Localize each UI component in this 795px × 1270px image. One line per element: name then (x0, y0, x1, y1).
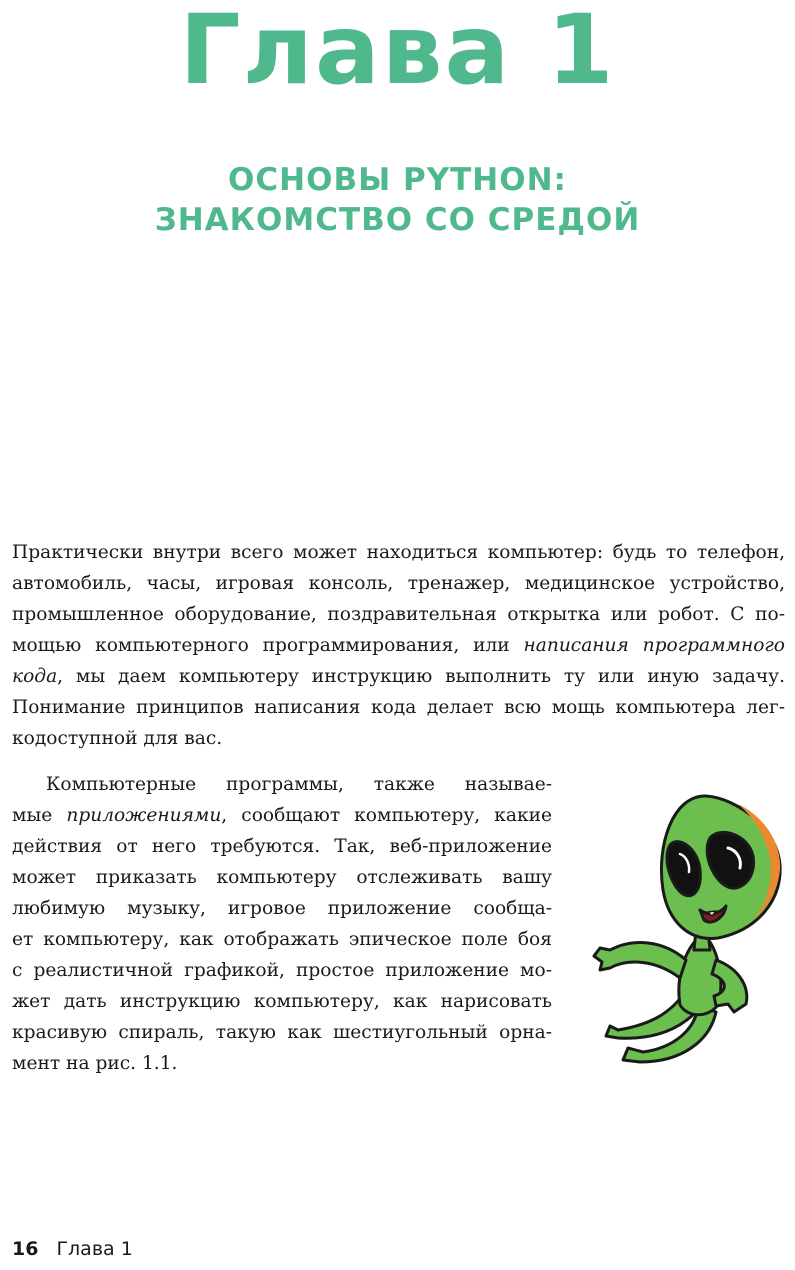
text-line (12, 630, 785, 661)
text-line: мент на рис. 1.1. (12, 1053, 178, 1074)
subtitle-line-2: ЗНАКОМСТВО СО СРЕДОЙ (154, 202, 641, 238)
text-line: Практически внутри всего может находиться компьютер: будь то телефон, (12, 542, 785, 563)
text-fragment: , мы даем компьютеру инструкцию выполнить ту или иную задачу. (57, 666, 785, 687)
emphasis-term: приложениями (66, 805, 222, 826)
text-line: промышленное оборудование, поздравительная открытка или робот. С по- (12, 604, 785, 625)
intro-paragraph (12, 537, 785, 754)
chapter-title: Глава 1 (179, 0, 616, 106)
apps-paragraph (12, 769, 552, 1079)
text-line: ет компьютеру, как отображать эпическое поле боя (12, 929, 552, 950)
text-line: кодоступной для вас. (12, 728, 223, 749)
chapter-subtitle (0, 160, 795, 240)
page-number: 16 (12, 1238, 39, 1260)
alien-illustration (588, 790, 788, 1080)
text-line: любимую музыку, игровое приложение сообща- (12, 898, 552, 919)
text-line: автомобиль, часы, игровая консоль, тренажер, медицинское устройство, (12, 573, 785, 594)
text-line: с реалистичной графикой, простое приложение мо- (12, 960, 552, 981)
emphasis-term: кода (12, 666, 58, 687)
text-fragment: , сообщают компьютеру, какие (221, 805, 552, 826)
page-footer (12, 1238, 133, 1260)
text-fragment: мощью компьютерного программирования, или (12, 635, 524, 656)
text-line (12, 661, 785, 692)
text-line: Компьютерные программы, также называе- (46, 774, 552, 795)
text-line: действия от него требуются. Так, веб-приложение (12, 836, 552, 857)
subtitle-line-1: ОСНОВЫ PYTHON: (228, 162, 567, 198)
text-line (12, 800, 552, 831)
text-line: может приказать компьютеру отслеживать вашу (12, 867, 552, 888)
emphasis-term: написания программного (523, 635, 785, 656)
text-fragment: мые (12, 805, 67, 826)
text-line: Понимание принципов написания кода делает всю мощь компьютера лег- (12, 697, 785, 718)
running-chapter-label: Глава 1 (56, 1238, 133, 1260)
text-line: жет дать инструкцию компьютеру, как нарисовать (12, 991, 552, 1012)
text-line: красивую спираль, такую как шестиугольный орна- (12, 1022, 552, 1043)
